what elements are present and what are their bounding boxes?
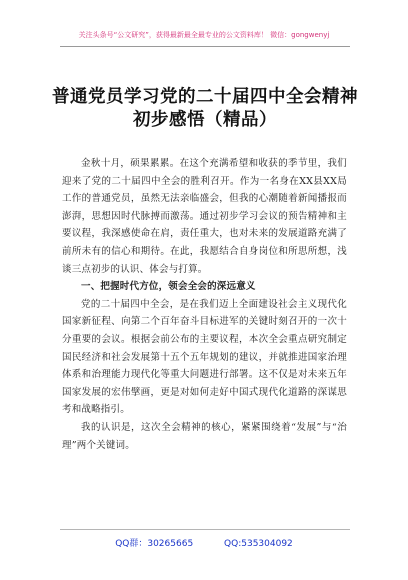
footer-qq-group: QQ群：30265665 xyxy=(115,539,194,549)
header-divider xyxy=(60,46,350,47)
header-note: 关注头条号“公文研究”，获得最新最全最专业的公文资料库！ 微信：gongwenyj xyxy=(78,31,330,39)
document-body xyxy=(62,155,347,454)
paragraph-intro: 金秋十月，硕果累累。在这个充满希望和收获的季节里，我们迎来了党的二十届四中全会的胜利召开。作为一名身在XX县XX局工作的普通党员，虽然无法亲临盛会，但我的心潮随着新闻播报而澎湃，思想因时代脉搏而激荡。通过初步学习会议的预告精神和主要议程，我深感使命在肩，责任重大，也对未来的发展道路充满了前所未有的信心和期待。在此，我愿结合自身岗位和所思所想，浅谈三点初步的认识、体会与打算。 xyxy=(62,158,347,275)
footer-divider xyxy=(60,529,350,530)
footer-qq: QQ:535304092 xyxy=(224,539,293,549)
paragraph-core: 我的认识是，这次全会精神的核心，紧紧围绕着“发展”与“治理”两个关键词。 xyxy=(62,421,347,451)
footer xyxy=(0,536,408,549)
section-heading: 一、把握时代方位，领会全会的深远意义 xyxy=(81,281,256,293)
document-title: 普通党员学习党的二十届四中全会精神初步感悟（精品） xyxy=(52,87,358,130)
paragraph-section-1: 党的二十届四中全会，是在我们迈上全面建设社会主义现代化国家新征程、向第二个百年奋斗目标进军的关键时刻召开的一次十分重要的会议。根据会前公布的主要议程，本次全会重点研究制定国民经济和社会发展第十五个五年规划的建议，并就推进国家治理体系和治理能力现代化等重大问题进行部署。这不仅是对未来五年国家发展的宏伟擘画，更是对如何走好中国式现代化道路的深谋思考和战略指引。 xyxy=(62,298,347,416)
